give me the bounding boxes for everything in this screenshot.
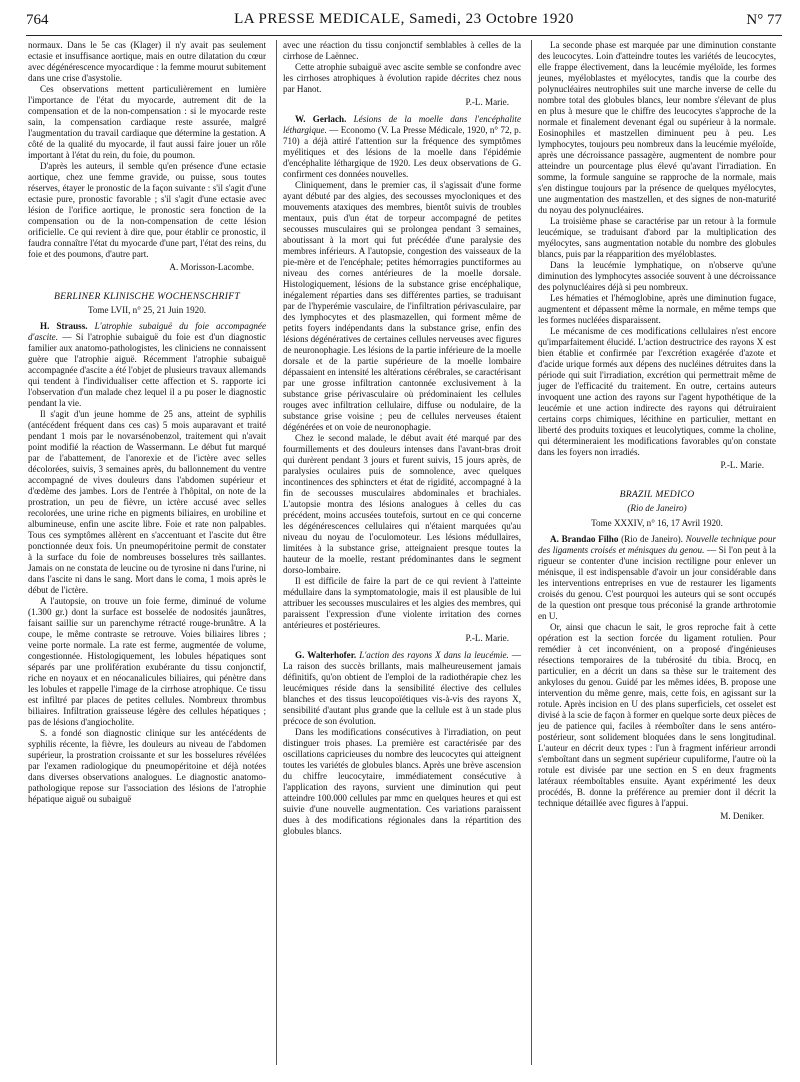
column-2 xyxy=(283,40,521,837)
paragraph: D'après les auteurs, il semble qu'en présence d'une ectasie aortique, chez une femme gravide, ou puisse, sous toutes réserves, étayer le pronostic de la façon suivante : s'il s'agit d'une ectasie pure, pronostic favorable ; s'il s'agit d'une ectasie avec lésion de l'orifice aortique, le pronostic sera fonction de la compensation ou de la non-compensation de cette lésion orificielle. Ce qui revient à dire que, pour établir ce pronostic, il faudra connaître l'état du myocarde d'une part, l'état des reins, du foie et des poumons, d'autre part. xyxy=(28,161,266,259)
column-divider xyxy=(276,40,277,1065)
article-text: — Si l'on peut à la rigueur se contenter d'une incision rectiligne pour enlever un ménisque, il est indispensable d'avoir un jour considérable dans les interventions entreprises en vue de restaurer les ligaments croisés du genou. C'est pourquoi les auteurs qui se sont occupés de la question ont presque tous préconisé la grande arthrotomie en U. xyxy=(538,545,776,621)
paragraph: Il est difficile de faire la part de ce qui revient à l'atteinte médullaire dans la symptomatologie, mais il est plausible de lui attribuer les secousses musculaires et les algies des membres, qui paraissent l'expression d'une violente irritation des cornes antérieures et postérieures. xyxy=(283,576,521,630)
paragraph: Dans la leucémie lymphatique, on n'observe qu'une diminution des lymphocytes associée souvent à une décroissance des polynucléaires déjà si peu nombreux. xyxy=(538,260,776,292)
paragraph: La seconde phase est marquée par une diminution constante des leucocytes. Loin d'atteindre toutes les variétés de leucocytes, elle frappe électivement, dans la leucémie myéloïde, les formes jeunes, myéloblastes et myélocytes, tandis que la courbe des polynucléaires neutrophiles suit une marche inverse de celle du nombre total des globules blancs, leur nombre s'élevant de plus en plus à mesure que le chiffre des leucocytes s'approche de la normale et finalement devenant égal ou supérieur à la normale. Eosinophiles et mastzellen diminuent peu à peu. Les lymphocytes, toujours peu nombreux dans la leucémie myéloïde, après une décroissance passagère, augmentent de nombre pour atteindre un pourcentage plus élevé qu'avant l'irradiation. En somme, la formule sanguine se rapproche de la normale, mais s'en distingue toujours par la présence de quelques myélocytes, une augmentation des mastzellen, et des signes de non-maturité du noyau des polynucléaires. xyxy=(538,40,776,215)
journal-location: (Rio de Janeiro) xyxy=(627,503,687,513)
paragraph: Dans les modifications consécutives à l'irradiation, on peut distinguer trois phases. La première est caractérisée par des oscillations capricieuses du nombre des leucocytes qui atteignent toutes les variétés de globules blancs. Après une brève ascension du chiffre leucocytaire, immédiatement consécutive à l'application des rayons, survient une diminution qui peut atteindre 100.000 cellules par mmc en quelques heures et qui est suivie d'une nouvelle augmentation. Ces variations paraissent dues à des modifications régionales dans la répartition des globules blancs. xyxy=(283,727,521,836)
paragraph: Or, ainsi que chacun le sait, le gros reproche fait à cette opération est la section forcée du ligament rotulien. Pour remédier à cet inconvénient, on a proposé d'ingénieuses résections temporaires de la tubérosité du tibia. Brocq, en particulier, en a décrit un dans sa thèse sur le traitement des ankyloses du genou. Guidé par les mêmes idées, B. propose une intervention du même genre, mais, cette fois, en agissant sur la rotule. Après incision en U des plans superficiels, cet osselet est divisé à la scie de façon à former en quelque sorte deux pièces de jeu de patience qui, faciles à réemboîter dans le sens antéro-postérieur, sont solidement bloquées dans le sens longitudinal. L'auteur en décrit deux types : l'un à fragment inférieur arrondi s'emboîtant dans un segment supérieur cupuliforme, l'autre où la rotule est divisée par une section en S en deux fragments latéraux réemboîtables ensuite. Ayant expérimenté les deux procédés, B. donne la préférence au premier dont il décrit la technique détaillée avec figures à l'appui. xyxy=(538,622,776,808)
article-abstract xyxy=(28,321,266,409)
column-1 xyxy=(28,40,266,805)
journal-title: LA PRESSE MEDICALE, Samedi, 23 Octobre 1920 xyxy=(234,11,574,27)
column-divider xyxy=(531,40,532,1065)
paragraph: S. a fondé son diagnostic clinique sur les antécédents de syphilis récente, la fièvre, les douleurs au niveau de l'abdomen supérieur, la prostration croissante et sur les bosselures révélées par l'examen radiologique du pneumopéritoine et déjà notées dans diverses observations analogues. Le diagnostic anatomo-pathologique repose sur l'association des lésions de l'atrophie hépatique aiguë ou subaiguë xyxy=(28,728,266,804)
paragraph: Chez le second malade, le début avait été marqué par des fourmillements et des douleurs intenses dans l'avant-bras droit qui durèrent pendant 3 jours et furent suivis, 15 jours après, de paralysies oculaires puis de somnolence, avec quelques incontinences des sphincters et état de rigidité, accompagné à la fin de secousses musculaires abdominales et brachiales. L'autopsie montra des lésions analogues à celles du cas précédent, moins accusées toutefois, surtout en ce qui concerne les dégénérescences cellulaires qui n'étaient marquées qu'au niveau du noyau de l'oculomoteur. Les lésions médullaires, limitées à la substance grise, atteignaient presque toutes la hauteur de la moelle, restant prédominantes dans le segment dorso-lombaire. xyxy=(283,433,521,575)
article-abstract xyxy=(283,114,521,180)
journal-heading: BERLINER KLINISCHE WOCHENSCHRIFT xyxy=(53,291,241,302)
signature: M. Deniker. xyxy=(720,811,764,821)
paragraph: A l'autopsie, on trouve un foie ferme, diminué de volume (1.300 gr.) dont la surface est bosselée de nodosités jaunâtres, faisant saillie sur un parenchyme rétracté rouge-brunâtre. A la coupe, le même contraste se retrouve. Voies biliaires libres ; veine porte normale. La rate est ferme, augmentée de volume, congestionnée. Histologiquement, les lobules hépatiques sont séparés par une prolifération exubérante du tissu conjonctif, riche en noyaux et en néocanalicules biliaires, qui pénètre dans les lobules et rappelle l'image de la cirrhose atrophique. Ce tissu est infiltré par places de petites cellules. Nombreux thrombus biliaires. Infiltration graisseuse légère des cellules hépatiques ; pas de lésions d'angiocholite. xyxy=(28,596,266,727)
article-text: — Economo (V. La Presse Médicale, 1920, n° 72, p. 710) a déjà attiré l'attention sur la fréquence des symptômes myélitiques et des lésions de la moelle dans l'épidémie d'encéphalite léthargique de 1920. Les deux observations de G. confirment ces données nouvelles. xyxy=(283,125,521,179)
paragraph: Le mécanisme de ces modifications cellulaires n'est encore qu'imparfaitement élucidé. L'action destructrice des rayons X est bien établie et confirmée par l'excrétion exagérée d'azote et d'acide urique formés aux dépens des nucléines détruites dans la période qui suit l'irradiation, excrétion qui permettrait même de juger de l'efficacité du traitement. En outre, certains auteurs invoquent une action des rayons sur l'agent hypothétique de la leucémie et une action indirecte des rayons qui détruiraient certains corps chimiques, lécithine en particulier, mettant en liberté des produits toxiques et leucolytiques, comme la choline, qui détermineraient les modifications favorables qu'on constate dans les foyers non irradiés. xyxy=(538,326,776,457)
signature: P.-L. Marie. xyxy=(465,97,509,107)
article-text: — Si l'atrophie subaiguë du foie est d'un diagnostic familier aux anatomo-pathologistes, les cliniciens ne connaissent guère que l'atrophie aiguë. Récemment l'atrophie subaiguë accompagnée d'ascite a été l'objet de plusieurs travaux allemands qui tendent à l'individualiser cette affection et S. rapporte ici l'observation d'un malade chez lequel il a pu poser le diagnostic pendant la vie. xyxy=(28,332,266,408)
article-title: Lésions de la moelle dans l'encéphalite léthargique. xyxy=(283,114,521,135)
article-author: G. Walterhofer. xyxy=(295,650,357,660)
paragraph: normaux. Dans le 5e cas (Klager) il n'y avait pas seulement ectasie et insuffisance aortique, mais en outre dilatation du cœur avec dégénérescence myocardique : la femme mourut subitement dans une crise d'asystolie. xyxy=(28,40,266,83)
journal-issue: Tome XXXIV, n° 16, 17 Avril 1920. xyxy=(591,518,723,528)
article-abstract xyxy=(283,650,521,727)
paragraph: Les hématies et l'hémoglobine, après une diminution fugace, augmentent et dépassent même la normale, en même temps que les formes nucléées disparaissent. xyxy=(538,293,776,325)
signature: P.-L. Marie. xyxy=(465,633,509,643)
journal-issue: Tome LVII, n° 25, 21 Juin 1920. xyxy=(87,305,207,315)
paragraph: Il s'agit d'un jeune homme de 25 ans, atteint de syphilis (antécédent fréquent dans ces cas) 5 mois auparavant et traité pendant 1 mois par le novarsénobenzol, traitement qui n'avait point modifié la réaction de Wassermann. Le début fut marqué par de l'abattement, de l'anorexie et de l'ictère avec selles décolorées, suivis, 3 semaines après, du ballonnement du ventre accompagné de vives douleurs dans l'abdomen supérieur et d'œdème des jambes. Lors de l'entrée à l'hôpital, on note de la prostration, un peu de fièvre, un ictère accusé avec selles recolorées, une urine riche en pigments biliaires, en urobiline et albumineuse, enfin une ascite libre. Foie et rate non palpables. Tous ces symptômes allèrent en s'accentuant et l'ascite dut être ponctionnée deux fois. Un pneumopéritoine permit de constater à la surface du foie de nombreuses bosselures très saillantes. Jamais on ne constata de leucine ou de tyrosine ni dans l'urine, ni dans l'ascite ni dans le sang. Mort dans le coma, 1 mois après le début de l'ictère. xyxy=(28,409,266,595)
signature: P.-L. Marie. xyxy=(720,460,764,470)
paragraph: Cette atrophie subaiguë avec ascite semble se confondre avec les cirrhoses atrophiques à évolution rapide décrites chez nous par Hanot. xyxy=(283,62,521,94)
signature: A. Morisson-Lacombe. xyxy=(169,262,254,272)
paragraph: Ces observations mettent particulièrement en lumière l'importance de l'état du myocarde, autrement dit de la compensation et de la non-compensation : si le myocarde reste sain, la compensation cardiaque reste assurée, malgré l'augmentation du travail cardiaque que détermine la gestation. A côté de la qualité du myocarde, il faut aussi faire jouer un rôle important à l'état du rein, du foie, du poumon. xyxy=(28,84,266,160)
article-author: W. Gerlach. xyxy=(295,114,347,124)
paragraph: Cliniquement, dans le premier cas, il s'agissait d'une forme ayant débuté par des algies, des secousses myocloniques et des mouvements ataxiques des membres, bientôt suivis de troubles mentaux, puis d'un état de torpeur accompagné de petites secousses musculaires qui se prolongea pendant 3 semaines, aboutissant à la mort qui fut précédée d'une paralysie des membres inférieurs. A l'autopsie, congestion des vaisseaux de la pie-mère et de l'encéphale; petites hémorragies punctiformes au niveau des cornes antérieures de la moelle dorsale. Histologiquement, lésions de la substance grise encéphalique, inégalement réparties dans ses différentes parties, se traduisant par de l'hyperémie vasculaire, de l'infiltration périvasculaire, par des lymphocytes et des plasmazellen, qui forment même de petits foyers indépendants dans la substance grise, enfin des lésions dégénératives de certaines cellules nerveuses avec figures de neuronophagie. Les lésions de la partie inférieure de la moelle dorsale et de la partie supérieure de la moelle lombaire dépassaient en intensité les altérations cérébrales, se caractérisant par une grosse infiltration cantonnée exclusivement à la substance grise périvasculaire où prédominaient les cellules rouges avec infiltration cellulaire, diffuse ou nodulaire, de la substance grise voisine ; peu de cellules nerveuses étaient dégénérées et on voie de neuronophagie. xyxy=(283,180,521,432)
article-text: — La raison des succès brillants, mais malheureusement jamais définitifs, qu'on obtient de l'emploi de la radiothérapie chez les leucémiques réside dans la sensibilité élective des cellules blanches et des tissus leucopoïétiques vis-à-vis des rayons X, sensibilité d'autant plus grande que la cellule est à un stade plus précoce de son évolution. xyxy=(283,650,521,726)
issue-number: N° 77 xyxy=(746,12,782,28)
article-author: H. Strauss. xyxy=(40,321,88,331)
article-title: L'atrophie subaiguë du foie accompagnée d'ascite. xyxy=(28,321,266,342)
page-header xyxy=(26,10,782,32)
article-title: L'action des rayons X dans la leucémie. xyxy=(359,650,509,660)
page-number: 764 xyxy=(26,12,49,28)
header-rule xyxy=(26,35,782,36)
column-3 xyxy=(538,40,776,822)
author-location: (Rio de Janeiro). xyxy=(621,534,683,544)
journal-heading: BRAZIL MEDICO xyxy=(619,489,695,500)
article-title: Nouvelle technique pour des ligaments croisés et ménisques du genou. xyxy=(538,534,777,555)
paragraph: La troisième phase se caractérise par un retour à la formule leucémique, se traduisant d'abord par la multiplication des myélocytes, sans augmentation notable du nombre des globules blancs, puis par la réapparition des myéloblastes. xyxy=(538,216,776,259)
paragraph: avec une réaction du tissu conjonctif semblables à celles de la cirrhose de Laënnec. xyxy=(283,40,521,61)
article-abstract xyxy=(538,534,776,622)
article-author: A. Brandao Filho xyxy=(550,534,619,544)
